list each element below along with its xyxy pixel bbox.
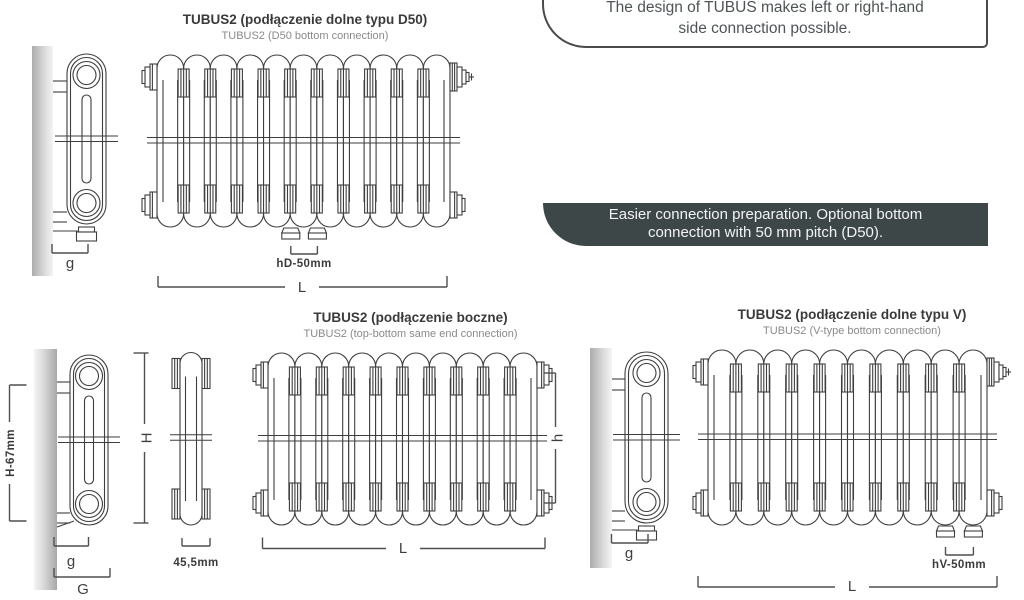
drawing-rect <box>145 67 150 87</box>
drawing-rect <box>462 199 465 212</box>
drawing-rect <box>261 490 268 516</box>
drawing-rect <box>999 497 1002 510</box>
drawing-rect <box>142 199 145 212</box>
dim-label-455mm: 45,5mm <box>173 557 219 569</box>
wall <box>590 348 612 568</box>
drawing-rect <box>450 192 457 218</box>
dim-label-h67: H-67mm <box>5 429 17 477</box>
drawing-rect <box>180 353 202 526</box>
v-title-pl: TUBUS2 (podłączenie dolne typu V) <box>737 307 967 322</box>
info-banner-line2: connection with 50 mm pitch (D50). <box>647 224 884 241</box>
info-banner <box>543 203 988 246</box>
drawing-rect <box>142 71 145 84</box>
drawing-rect <box>994 493 999 513</box>
drawing-rect <box>537 490 544 516</box>
dim-label-l-side: L <box>398 540 408 557</box>
drawing-rect <box>544 365 549 385</box>
stub <box>937 526 955 531</box>
drawing-rect <box>466 73 469 82</box>
dim-label-g-d50: g <box>65 255 75 272</box>
dim-label-l-d50: L <box>297 279 307 296</box>
drawing-rect <box>537 362 544 388</box>
stub <box>964 526 982 531</box>
dim-label-g-side: g <box>66 553 76 570</box>
drawing-line <box>57 521 74 527</box>
d50-side-view-drawing <box>32 46 118 276</box>
d50-dimension-lines <box>52 244 447 287</box>
dim-label-g-v: g <box>624 545 634 562</box>
drawing-rect <box>256 493 261 513</box>
drawing-rect <box>261 362 268 388</box>
drawing-rect <box>994 362 999 382</box>
d50-title-pl: TUBUS2 (podłączenie dolne typu D50) <box>182 12 428 27</box>
drawing-rect <box>637 531 657 540</box>
d50-title-en: TUBUS2 (D50 bottom connection) <box>221 30 389 42</box>
info-banner-line1: Easier connection preparation. Optional bottom <box>608 206 923 223</box>
boczne-side-view-drawing <box>34 349 120 590</box>
drawing-rect <box>308 233 326 239</box>
drawing-rect <box>67 54 106 224</box>
speech-bubble <box>542 0 988 48</box>
dim-label-G-side: G <box>77 581 89 598</box>
dim-label-l-v: L <box>847 578 857 595</box>
drawing-rect <box>987 490 994 516</box>
drawing-rect <box>457 195 462 215</box>
drawing-rect <box>696 362 701 382</box>
drawing-rect <box>701 359 708 385</box>
drawing-rect <box>987 358 994 386</box>
drawing-rect <box>696 493 701 513</box>
drawing-rect <box>625 352 668 523</box>
drawing-rect <box>256 365 261 385</box>
drawing-rect <box>937 531 955 537</box>
boczne-title-pl: TUBUS2 (podłączenie boczne) <box>313 310 508 325</box>
stub <box>308 228 326 233</box>
wall <box>34 349 57 590</box>
d50-front-view-drawing <box>142 55 474 239</box>
drawing-rect <box>202 359 210 389</box>
wall <box>32 46 53 276</box>
drawing-rect <box>999 365 1003 379</box>
drawing-rect <box>253 497 256 510</box>
drawing-rect <box>964 531 982 537</box>
drawing-rect <box>145 195 150 215</box>
drawing-rect <box>77 232 97 241</box>
v-title-block <box>702 307 1002 337</box>
drawing-rect <box>150 64 157 90</box>
boczne-single-column-drawing <box>170 353 212 526</box>
boczne-front-view-drawing <box>253 353 552 525</box>
drawing-rect <box>462 70 466 84</box>
drawing-rect <box>693 366 696 379</box>
d50-title-block <box>140 12 470 42</box>
dim-label-H: H <box>138 432 156 444</box>
v-front-view-drawing <box>693 350 1011 537</box>
drawing-rect <box>150 192 157 218</box>
dim-label-hd50: hD-50mm <box>276 258 332 270</box>
drawing-rect <box>79 227 95 232</box>
drawing-rect <box>549 369 552 382</box>
speech-bubble-text <box>544 0 986 39</box>
drawing-rect <box>701 490 708 516</box>
v-side-view-drawing <box>590 348 680 568</box>
drawing-rect <box>172 489 180 519</box>
drawing-rect <box>1003 368 1006 377</box>
drawing-rect <box>457 67 462 87</box>
speech-bubble-line1: The design of TUBUS makes left or right-hand <box>606 0 924 16</box>
dim-label-h-small: h <box>549 433 567 443</box>
drawing-rect <box>282 233 300 239</box>
boczne-title-en: TUBUS2 (top-bottom same end connection) <box>303 328 518 340</box>
drawing-rect <box>172 359 180 389</box>
drawing-rect <box>693 497 696 510</box>
boczne-title-block <box>258 310 563 340</box>
stub <box>282 228 300 233</box>
dim-label-hv50: hV-50mm <box>932 559 986 571</box>
v-title-en: TUBUS2 (V-type bottom connection) <box>763 325 941 337</box>
drawing-rect <box>253 369 256 382</box>
drawing-rect <box>202 489 210 519</box>
info-banner-text <box>543 206 988 242</box>
drawing-rect <box>450 63 457 91</box>
drawing-rect <box>639 526 655 531</box>
speech-bubble-line2: side connection possible. <box>678 20 852 37</box>
